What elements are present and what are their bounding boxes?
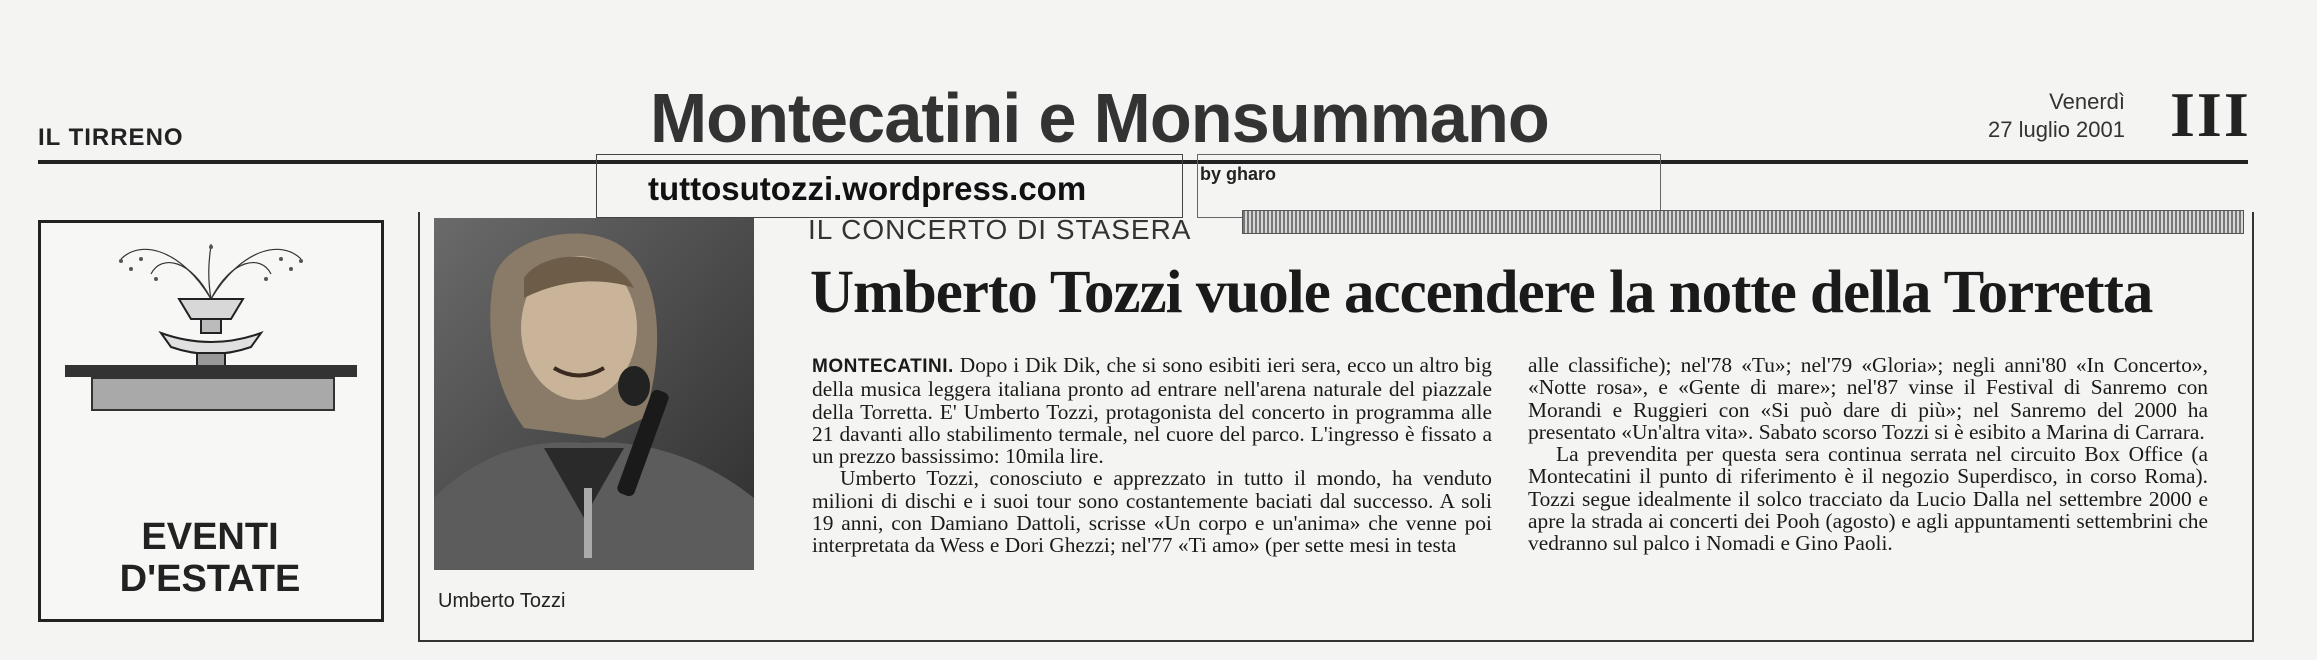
article-kicker: IL CONCERTO DI STASERA bbox=[808, 214, 1192, 245]
article-headline: Umberto Tozzi vuole accendere la notte della Torretta bbox=[810, 259, 2153, 326]
article-photo bbox=[434, 218, 754, 570]
page-number: III bbox=[2170, 79, 2251, 150]
article-column-1 bbox=[812, 354, 1492, 557]
paragraph-text: Dopo i Dik Dik, che si sono esibiti ieri sera, ecco un altro big della musica leggera italiana pronto ad entrare nell'arena naturale del piazzale della Torretta. E' Umberto Tozzi, protagonista del concerto in programma alle 21 davanti allo stabilimento termale, nel cuore del parco. L'ingresso è fissato a un prezzo bassissimo: 10mila lire. bbox=[812, 353, 1492, 469]
paragraph: La prevendita per questa sera continua serrata nel circuito Box Office (a Montecatini il punto di riferimento è il negozio Superdisco, in corso Roma). Tozzi segue idealmente il solco tracciato da Lucio Dalla nel settembre 2000 e apre la strada ai concerti dei Pooh (agosto) e agli appuntamenti settembrini che vedranno sul palco i Nomadi e Gino Paoli. bbox=[1528, 442, 2208, 556]
newspaper-name: IL TIRRENO bbox=[38, 124, 184, 151]
issue-day: 27 luglio 2001 bbox=[1987, 117, 2125, 142]
paragraph: alle classifiche); nel'78 «Tu»; nel'79 «Gloria»; negli anni'80 «In Concerto», «Notte rosa», e «Gente di mare»; nel'87 vinse il Festival di Sanremo con Morandi e Ruggieri con «Si può dare di più»; nel Sanremo del 2000 ha presentato «Un'altra vita». Sabato scorso Tozzi si è esibito a Marina di Carrara. bbox=[1528, 353, 2208, 444]
issue-date bbox=[1945, 88, 2125, 144]
events-label-line2: D'ESTATE bbox=[119, 558, 301, 600]
paragraph: Umberto Tozzi, conosciuto e apprezzato in tutto il mondo, ha venduto milioni di dischi e i suoi tour sono costantemente baciati dal successo. A soli 19 anni, con Damiano Dattoli, scrisse «Un corpo e un'anima» che venne poi interpretata da Wess e Dori Ghezzi; nel'77 «Ti amo» (per sette mesi in testa bbox=[812, 466, 1492, 558]
issue-weekday: Venerdì bbox=[2049, 89, 2125, 114]
article-dateline: MONTECATINI. bbox=[812, 356, 954, 377]
article-column-2 bbox=[1528, 354, 2208, 555]
events-label-line1: EVENTI bbox=[141, 516, 279, 558]
events-label bbox=[40, 516, 380, 600]
fountain-basin-rim bbox=[65, 365, 357, 377]
singer-photo-illustration bbox=[434, 218, 754, 570]
photo-caption: Umberto Tozzi bbox=[438, 590, 566, 612]
paragraph bbox=[812, 354, 1492, 467]
section-title: Montecatini e Monsummano bbox=[650, 79, 1549, 157]
watermark-byline: by gharo bbox=[1200, 164, 1277, 184]
fountain-basin bbox=[91, 377, 335, 411]
watermark-site: tuttosutozzi.wordpress.com bbox=[648, 170, 1087, 207]
kicker-hatch-bar bbox=[1242, 210, 2244, 234]
